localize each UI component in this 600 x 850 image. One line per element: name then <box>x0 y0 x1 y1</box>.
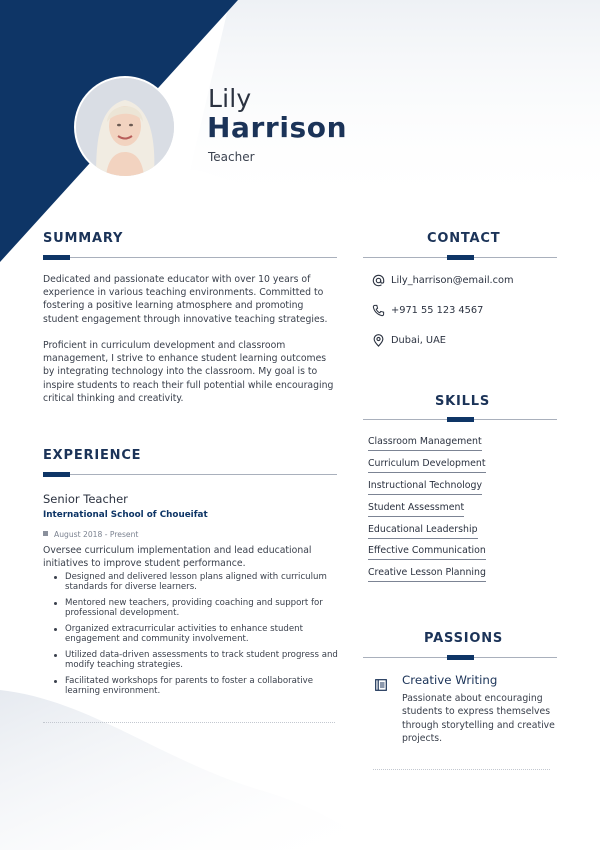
profile-photo <box>76 78 174 176</box>
experience-rule <box>43 474 337 475</box>
experience-divider <box>43 722 335 723</box>
book-icon <box>375 679 387 691</box>
summary-rule <box>43 257 337 258</box>
job-role: Senior Teacher <box>43 492 128 506</box>
summary-accent <box>43 255 70 260</box>
passion-title: Creative Writing <box>402 673 498 687</box>
list-item: Designed and delivered lesson plans aligned with curriculum standards for diverse learners. <box>43 572 341 593</box>
skill-label: Effective Communication <box>368 544 486 560</box>
passions-heading: PASSIONS <box>424 631 504 646</box>
job-description: Oversee curriculum implementation and lead educational initiatives to improve student performance. <box>43 545 312 569</box>
contact-accent <box>447 255 474 260</box>
passion-description: Passionate about encouraging students to express themselves through storytelling and creative projects. <box>402 693 555 744</box>
first-name: Lily <box>208 84 252 113</box>
contact-email[interactable] <box>372 272 514 288</box>
skill-label: Instructional Technology <box>368 479 482 495</box>
passions-accent <box>447 655 474 660</box>
at-icon <box>372 274 385 287</box>
job-dates-text: August 2018 - Present <box>54 530 139 539</box>
list-item <box>368 457 486 473</box>
skill-label: Creative Lesson Planning <box>368 566 486 582</box>
list-item: Utilized data-driven assessments to track student progress and modify teaching strategies. <box>43 650 341 671</box>
contact-phone[interactable] <box>372 302 483 318</box>
list-item: Organized extracurricular activities to enhance student engagement and community involvement. <box>43 624 341 645</box>
list-item <box>368 501 486 517</box>
contact-location-text: Dubai, UAE <box>391 334 446 346</box>
summary-paragraph-2: Proficient in curriculum development and classroom management, I strive to enhance student learning outcomes by integrating technology into the classroom. My goal is to inspire students to reach their full potential while encouraging critical thinking and creativity. <box>43 340 334 404</box>
job-bullets <box>43 572 341 702</box>
skill-label: Curriculum Development <box>368 457 486 473</box>
skill-label: Classroom Management <box>368 435 482 451</box>
skill-label: Educational Leadership <box>368 523 478 539</box>
list-item <box>368 479 486 495</box>
summary-paragraph-1: Dedicated and passionate educator with over 10 years of experience in various teaching environments. Committed to fostering a positive learning atmosphere and promoting student engagement through innovative teaching strategies. <box>43 274 328 325</box>
profile-photo-icon <box>76 78 174 176</box>
skills-heading: SKILLS <box>435 394 491 409</box>
list-item <box>368 544 486 560</box>
list-item: Facilitated workshops for parents to foster a collaborative learning environment. <box>43 676 341 697</box>
job-company: International School of Choueifat <box>43 510 208 520</box>
job-dates <box>43 530 138 539</box>
location-pin-icon <box>372 334 385 347</box>
experience-heading: EXPERIENCE <box>43 448 142 463</box>
list-item: Mentored new teachers, providing coaching and support for professional development. <box>43 598 341 619</box>
summary-heading: SUMMARY <box>43 231 124 246</box>
job-title: Teacher <box>208 150 255 164</box>
contact-email-text[interactable]: Lily_harrison@email.com <box>391 274 514 286</box>
contact-heading: CONTACT <box>427 231 501 246</box>
skills-accent <box>447 417 474 422</box>
list-item <box>368 523 486 539</box>
list-item <box>368 566 486 582</box>
experience-accent <box>43 472 70 477</box>
skill-label: Student Assessment <box>368 501 464 517</box>
contact-location <box>372 332 446 348</box>
last-name: Harrison <box>207 111 348 144</box>
date-marker-icon <box>43 531 48 536</box>
list-item <box>368 435 486 451</box>
phone-icon <box>372 304 385 317</box>
skills-list <box>368 435 486 588</box>
contact-phone-text[interactable]: +971 55 123 4567 <box>391 304 484 316</box>
passions-divider <box>373 769 550 770</box>
